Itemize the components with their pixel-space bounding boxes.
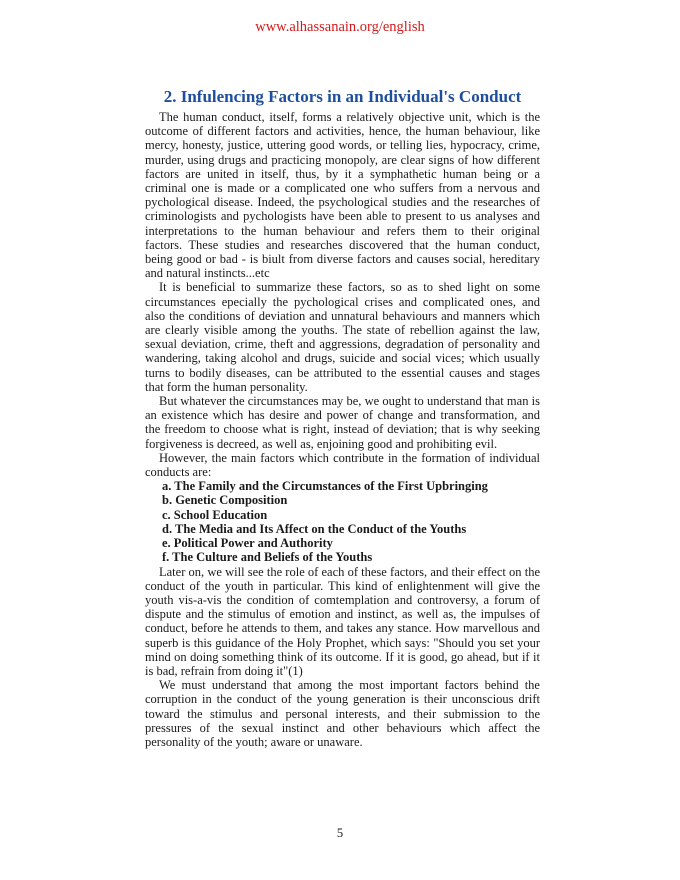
body-paragraph: However, the main factors which contribute in the formation of individual conducts are: xyxy=(145,450,540,480)
factor-list-item: a. The Family and the Circumstances of the First Upbringing xyxy=(162,479,488,494)
body-paragraph: It is beneficial to summarize these factors, so as to shed light on some circumstances epecially the pychological crises and complicated ones, and also the conditions of deviation and unnatural behaviours and manners which are clearly visible among the youths. The state of rebellion against the law, sexual deviation, crime, theft and aggressions, degradation of personality and wandering, taking alcohol and drugs, suicide and social vices; which usually turns to bodily diseases, can be attributed to the essential causes and stages that form the human personality. xyxy=(145,280,540,394)
factor-list-item: d. The Media and Its Affect on the Conduct of the Youths xyxy=(162,521,467,536)
body-paragraph: The human conduct, itself, forms a relatively objective unit, which is the outcome of different factors and activities, hence, the human behaviour, like mercy, honesty, justice, uttering good words, or telling lies, hypocracy, crime, murder, using drugs and practicing monopoly, are clear signs of how different factors are united in itself, thus, by it a symphathetic human being or a criminal one is made or a complicated one who suffers from a nervous and pychological disease. Indeed, the psychological studies and the researches of criminologists and pychologists have been able to present to us analyses and interpretations to the human behaviour and refers them to their original factors. These studies and researches discovered that the human conduct, being good or bad - is biult from diverse factors and causes social, hereditary and natural instincts...etc xyxy=(145,110,540,281)
header-url: www.alhassanain.org/english xyxy=(255,19,425,35)
page-title: 2. Infulencing Factors in an Individual's Conduct xyxy=(163,87,522,106)
document-body xyxy=(145,110,540,749)
factor-list-item: f. The Culture and Beliefs of the Youths xyxy=(162,550,373,565)
factor-list-item: e. Political Power and Authority xyxy=(162,536,333,551)
factor-list-item: c. School Education xyxy=(162,507,268,522)
factor-list-item: b. Genetic Composition xyxy=(162,493,288,508)
page-number: 5 xyxy=(336,826,344,840)
body-paragraph: But whatever the circumstances may be, we ought to understand that man is an existence which has desire and power of change and transformation, and the freedom to choose what is right, instead of deviation; that is why seeking forgiveness is decreed, as well as, enjoining good and prohibiting evil. xyxy=(145,394,540,451)
body-paragraph: We must understand that among the most important factors behind the corruption in the conduct of the young generation is their unconscious drift toward the stimulus and personal interests, and their submission to the pressures of the sexual instinct and other behaviours which affect the personality of the youth; aware or unaware. xyxy=(145,678,540,749)
body-paragraph: Later on, we will see the role of each of these factors, and their effect on the conduct of the youth in particular. This kind of enlightenment will give the youth vis-a-vis the condition of comtemplation and controversy, a forum of dispute and the stimulus of emotion and instinct, as well as, the impulses of conduct, before he attends to them, and takes any stance. How marvellous and superb is this guidance of the Holy Prophet, which says: "Should you set your mind on doing something think of its outcome. If it is good, go ahead, but if it is bad, refrain from doing it"(1) xyxy=(145,564,540,678)
